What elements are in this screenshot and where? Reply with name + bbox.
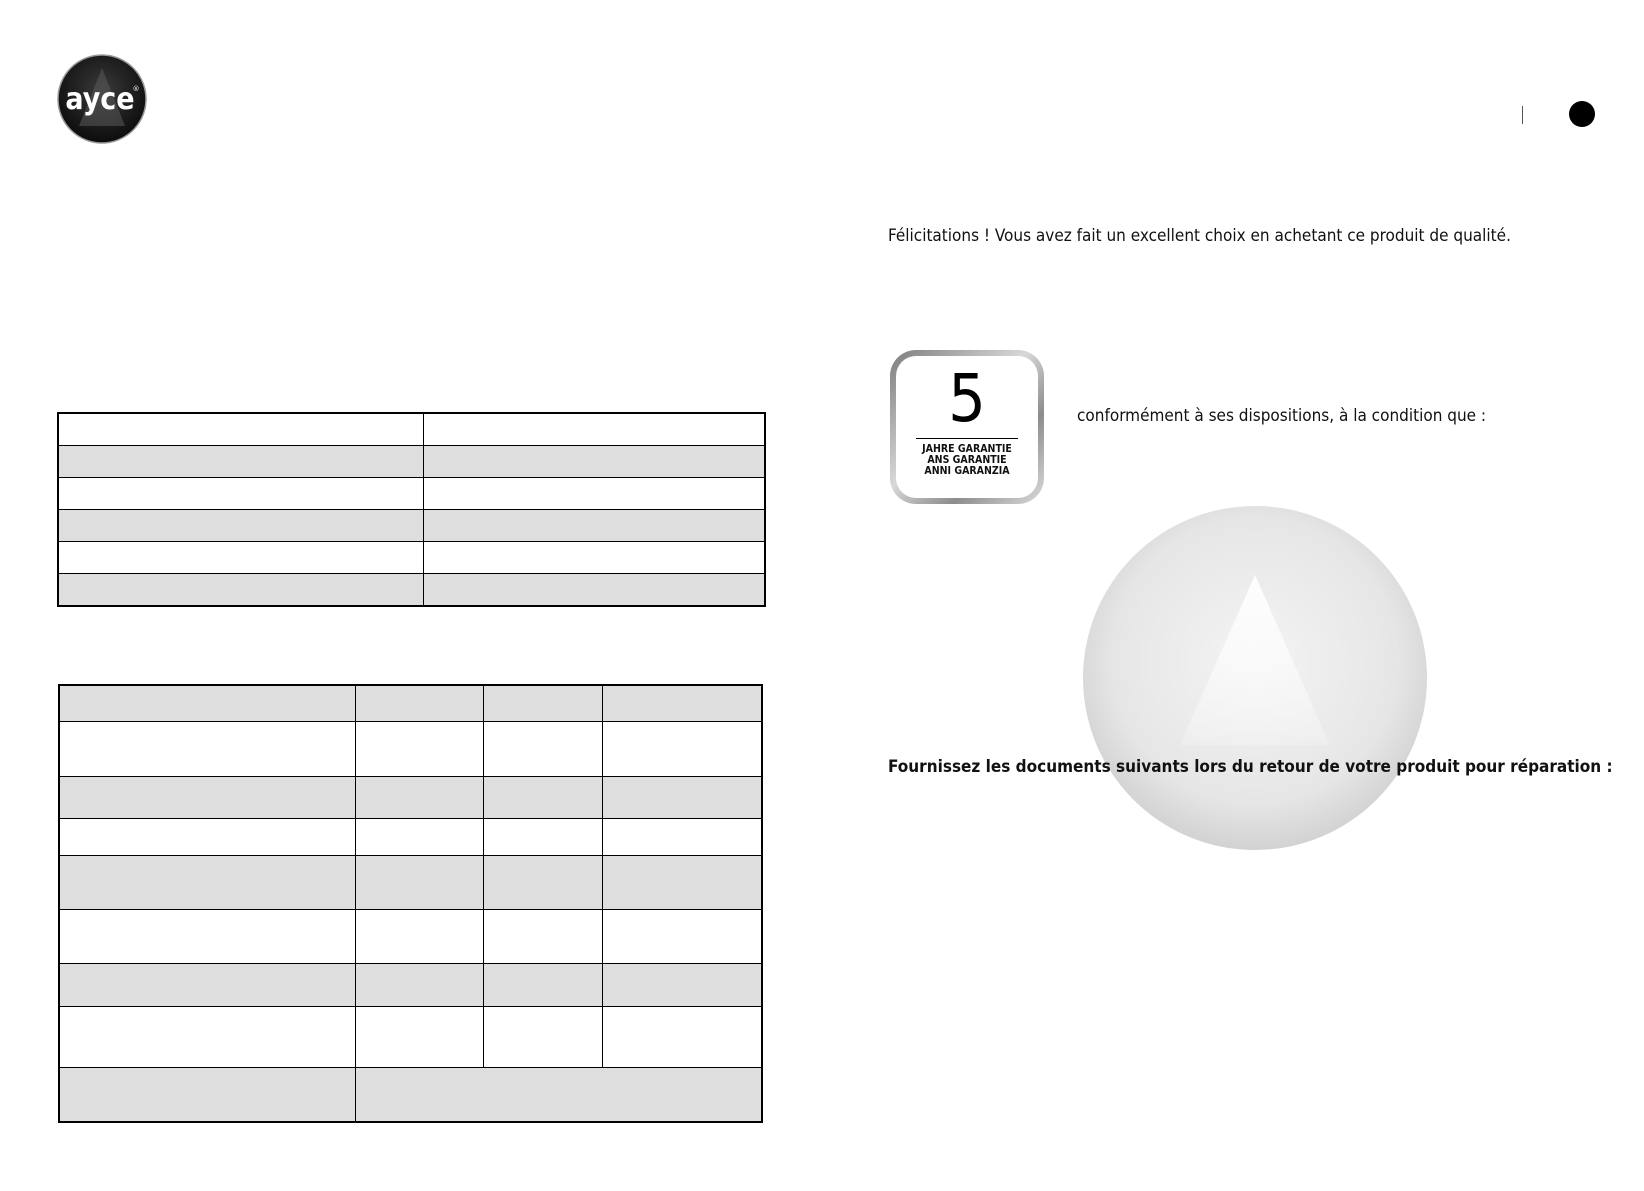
- table-row: [59, 1007, 762, 1068]
- header-divider: [1522, 106, 1523, 124]
- table-cell: [602, 722, 762, 777]
- warranty-line-de: JAHRE GARANTIE: [922, 443, 1012, 455]
- table-row: [58, 446, 765, 478]
- logo-registered-mark: ®: [132, 85, 140, 93]
- table-cell: [58, 478, 423, 510]
- table-cell: [483, 722, 602, 777]
- return-documents-heading: Fournissez les documents suivants lors du retour de votre produit pour réparation :: [888, 757, 1613, 777]
- intro-text: Félicitations ! Vous avez fait un excellent choix en achetant ce produit de qualité.: [888, 226, 1511, 246]
- table-cell: [59, 722, 355, 777]
- table-cell: [355, 910, 483, 964]
- table-cell: [355, 685, 483, 722]
- table-cell: [59, 819, 355, 856]
- table-row: [59, 964, 762, 1007]
- table-cell: [602, 685, 762, 722]
- warranty-line-fr: ANS GARANTIE: [927, 454, 1007, 466]
- table-cell: [423, 478, 765, 510]
- table-cell: [59, 777, 355, 819]
- table-cell: [355, 964, 483, 1007]
- table-cell: [483, 819, 602, 856]
- table-row: [59, 819, 762, 856]
- table-cell: [355, 1007, 483, 1068]
- ayce-logo-icon: [57, 54, 147, 144]
- table-cell: [602, 777, 762, 819]
- table-cell: [602, 910, 762, 964]
- table-cell: [602, 1007, 762, 1068]
- table-cell: [59, 685, 355, 722]
- table-cell: [59, 1007, 355, 1068]
- table-cell: [483, 777, 602, 819]
- page-marker-dot: [1569, 101, 1595, 127]
- table-row: [59, 722, 762, 777]
- warranty-rule: [916, 438, 1018, 439]
- warranty-line-it: ANNI GARANZIA: [924, 465, 1010, 477]
- table-cell: [423, 413, 765, 446]
- warranty-condition-text: conformément à ses dispositions, à la condition que :: [1077, 406, 1487, 426]
- table-cell: [602, 964, 762, 1007]
- table-cell: [355, 777, 483, 819]
- table-row: [58, 574, 765, 607]
- table-cell: [355, 856, 483, 910]
- table-cell: [423, 542, 765, 574]
- table-cell: [602, 856, 762, 910]
- table-row: [58, 542, 765, 574]
- table-row: [59, 856, 762, 910]
- triangle-watermark-icon: [1082, 505, 1428, 851]
- table-cell: [58, 510, 423, 542]
- logo-text: ayce: [65, 82, 135, 117]
- table-row: [59, 777, 762, 819]
- table-cell: [423, 446, 765, 478]
- table-cell: [59, 1068, 355, 1123]
- warranty-badge-inner: [896, 356, 1038, 498]
- table-row: [59, 910, 762, 964]
- warranty-badge: [890, 350, 1044, 504]
- info-table-top: [57, 412, 766, 607]
- table-cell: [58, 413, 423, 446]
- table-cell: [423, 574, 765, 607]
- table-cell: [58, 574, 423, 607]
- table-cell: [355, 722, 483, 777]
- table-cell: [59, 910, 355, 964]
- warranty-years: 5: [948, 360, 986, 437]
- table-row: [59, 685, 762, 722]
- table-row: [58, 413, 765, 446]
- table-cell: [58, 542, 423, 574]
- table-row: [58, 478, 765, 510]
- info-table-bottom: [58, 684, 763, 1123]
- table-cell-merged: [355, 1068, 762, 1123]
- table-cell: [59, 964, 355, 1007]
- table-cell: [483, 910, 602, 964]
- table-row: [59, 1068, 762, 1123]
- table-cell: [483, 1007, 602, 1068]
- table-cell: [483, 964, 602, 1007]
- table-row: [58, 510, 765, 542]
- table-cell: [483, 685, 602, 722]
- table-cell: [58, 446, 423, 478]
- table-cell: [59, 856, 355, 910]
- table-cell: [483, 856, 602, 910]
- table-cell: [423, 510, 765, 542]
- table-cell: [355, 819, 483, 856]
- table-cell: [602, 819, 762, 856]
